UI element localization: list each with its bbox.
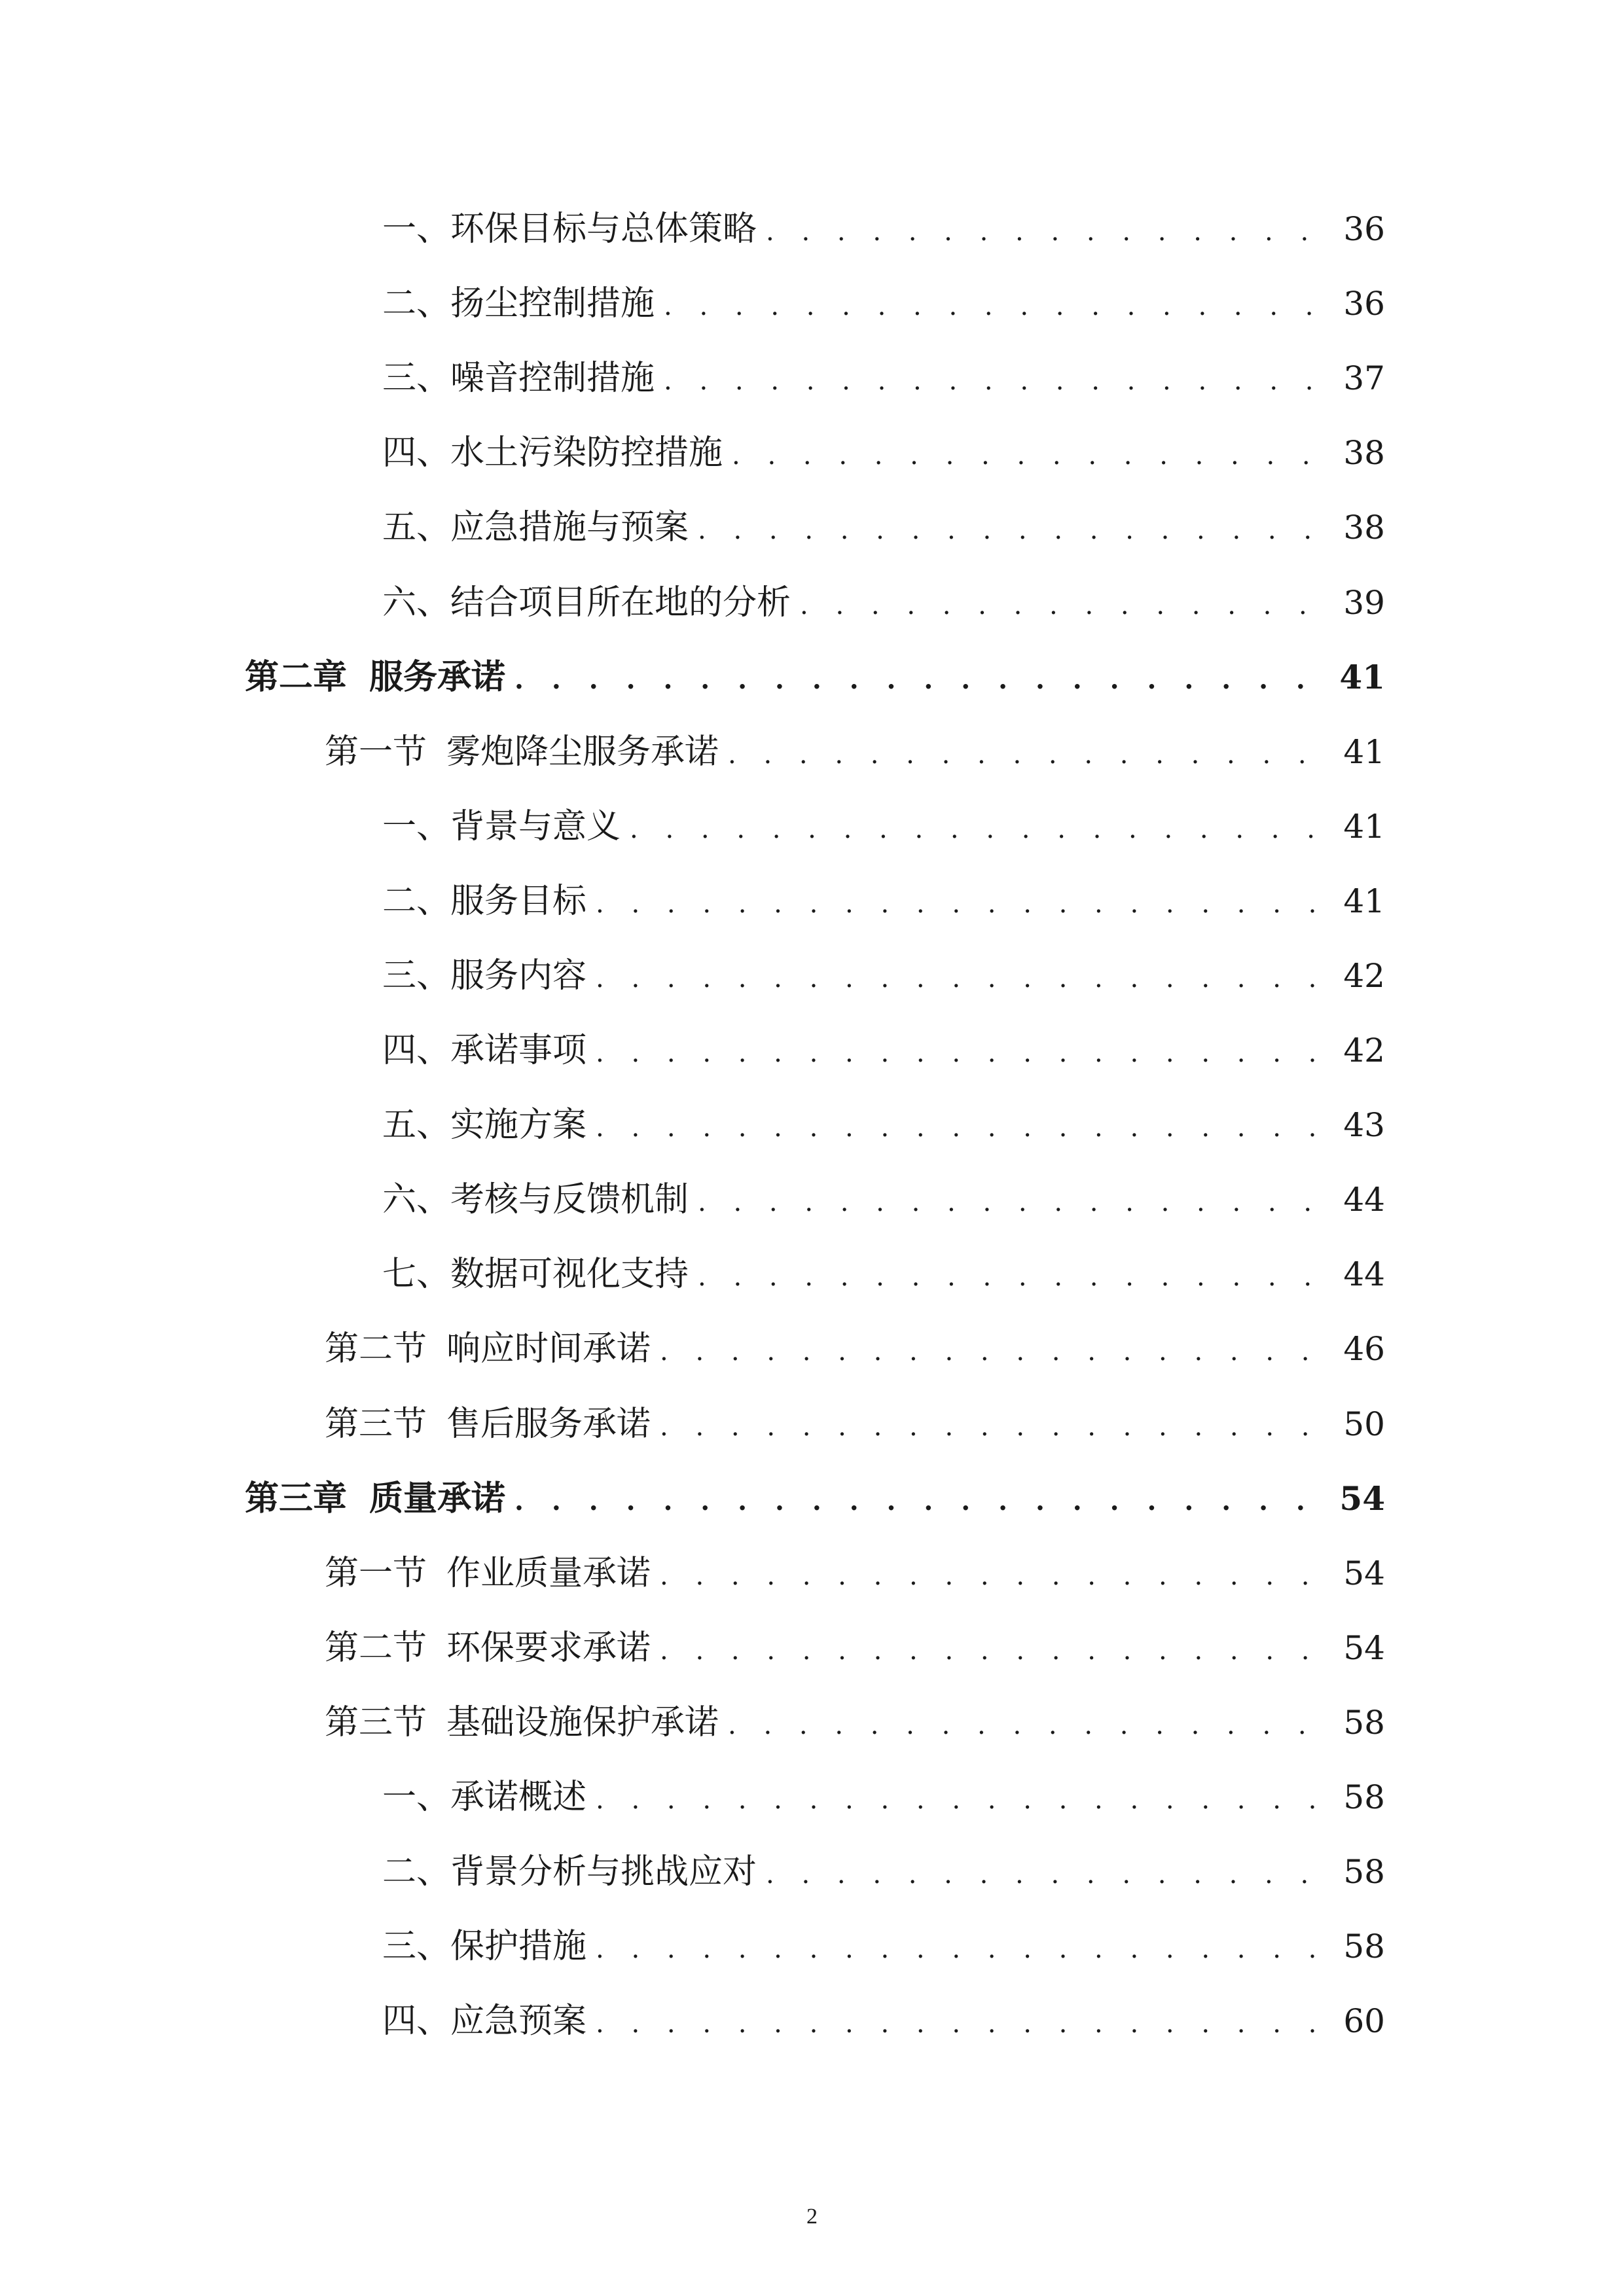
toc-entry[interactable] <box>0 1462 1624 1536</box>
toc-entry-title: 服务目标 <box>450 881 587 921</box>
toc-entry-number: 第三节 <box>325 1404 427 1444</box>
toc-entry-page: 37 <box>1343 359 1385 398</box>
toc-entry-page: 54 <box>1343 1554 1385 1592</box>
toc-entry-number: 四、 <box>382 433 451 473</box>
toc-entry-title: 作业质量承诺 <box>446 1553 651 1593</box>
dot-leader <box>596 1033 1334 1067</box>
toc-entry-page: 60 <box>1343 2002 1385 2041</box>
dot-leader <box>728 1706 1334 1740</box>
toc-entry-title: 环保要求承诺 <box>446 1628 651 1668</box>
toc-entry-title: 噪音控制措施 <box>450 359 655 399</box>
dot-leader <box>664 287 1334 321</box>
toc-entry-page: 41 <box>1343 807 1385 846</box>
toc-entry[interactable] <box>0 1611 1624 1685</box>
toc-entry-number: 一、 <box>382 1778 451 1818</box>
dot-leader <box>698 1183 1334 1217</box>
toc-entry-number: 五、 <box>382 1105 451 1145</box>
toc-entry-page: 54 <box>1339 1479 1385 1518</box>
dot-leader <box>630 810 1334 844</box>
toc-entry-page: 41 <box>1339 657 1385 696</box>
dot-leader <box>728 735 1334 769</box>
toc-entry-title: 保护措施 <box>450 1927 587 1967</box>
toc-entry[interactable] <box>0 490 1624 565</box>
toc-entry-title: 数据可视化支持 <box>450 1255 689 1295</box>
toc-entry[interactable] <box>0 640 1624 715</box>
toc-entry-number: 二、 <box>382 1852 451 1892</box>
toc-entry-title: 背景分析与挑战应对 <box>450 1852 757 1892</box>
toc-entry-title: 实施方案 <box>450 1105 587 1145</box>
dot-leader <box>596 1780 1334 1814</box>
dot-leader <box>660 1332 1334 1366</box>
toc-entry-title: 应急预案 <box>450 2001 587 2041</box>
table-of-contents <box>0 192 1624 2058</box>
toc-entry-page: 58 <box>1343 1928 1385 1966</box>
toc-entry-page: 54 <box>1343 1628 1385 1667</box>
toc-entry[interactable] <box>0 1387 1624 1462</box>
toc-entry[interactable] <box>0 1760 1624 1835</box>
dot-leader <box>596 1929 1334 1964</box>
toc-entry-page: 44 <box>1343 1255 1385 1294</box>
toc-entry[interactable] <box>0 341 1624 416</box>
toc-entry-title: 扬尘控制措施 <box>450 284 655 324</box>
dot-leader <box>766 1855 1334 1889</box>
dot-leader <box>732 436 1334 470</box>
toc-entry-number: 二、 <box>382 284 451 324</box>
dot-leader <box>698 1257 1334 1291</box>
dot-leader <box>698 511 1334 545</box>
toc-entry-title: 售后服务承诺 <box>446 1404 651 1444</box>
dot-leader <box>596 959 1334 993</box>
toc-entry-title: 水土污染防控措施 <box>450 433 723 473</box>
toc-entry-number: 三、 <box>382 1927 451 1967</box>
toc-entry[interactable] <box>0 1536 1624 1611</box>
toc-entry-number: 四、 <box>382 2001 451 2041</box>
toc-entry-number: 三、 <box>382 359 451 399</box>
toc-entry-page: 58 <box>1343 1778 1385 1817</box>
toc-entry[interactable] <box>0 939 1624 1013</box>
toc-entry[interactable] <box>0 1835 1624 1909</box>
toc-entry[interactable] <box>0 416 1624 490</box>
toc-entry-title: 服务承诺 <box>369 656 506 697</box>
toc-entry-number: 三、 <box>382 956 451 996</box>
toc-entry[interactable] <box>0 864 1624 939</box>
toc-entry-page: 39 <box>1343 583 1385 622</box>
toc-entry[interactable] <box>0 1984 1624 2058</box>
toc-entry[interactable] <box>0 1237 1624 1312</box>
dot-leader <box>596 2004 1334 2038</box>
toc-entry-title: 背景与意义 <box>450 806 621 846</box>
toc-entry-number: 第三节 <box>325 1702 427 1742</box>
toc-entry-number: 第二节 <box>325 1329 427 1369</box>
toc-entry-number: 一、 <box>382 806 451 846</box>
dot-leader <box>596 1108 1334 1142</box>
toc-entry[interactable] <box>0 1909 1624 1984</box>
toc-entry-number: 第二节 <box>325 1628 427 1668</box>
toc-entry-title: 承诺概述 <box>450 1778 587 1818</box>
dot-leader <box>800 586 1334 620</box>
toc-entry-title: 承诺事项 <box>450 1031 587 1071</box>
toc-entry-title: 质量承诺 <box>369 1478 506 1518</box>
page-number: 2 <box>806 2204 818 2229</box>
toc-entry-title: 考核与反馈机制 <box>450 1180 689 1220</box>
toc-entry-title: 雾炮降尘服务承诺 <box>446 732 719 772</box>
toc-entry-number: 一、 <box>382 209 451 249</box>
dot-leader <box>514 660 1330 694</box>
toc-entry-number: 七、 <box>382 1255 451 1295</box>
toc-entry[interactable] <box>0 1088 1624 1162</box>
toc-entry[interactable] <box>0 266 1624 341</box>
toc-entry[interactable] <box>0 192 1624 266</box>
toc-entry-page: 42 <box>1343 1031 1385 1070</box>
toc-entry[interactable] <box>0 789 1624 864</box>
dot-leader <box>596 884 1334 918</box>
toc-entry[interactable] <box>0 1685 1624 1760</box>
toc-entry-number: 二、 <box>382 881 451 921</box>
toc-entry-page: 36 <box>1343 285 1385 323</box>
toc-entry[interactable] <box>0 1312 1624 1386</box>
dot-leader <box>660 1556 1334 1590</box>
toc-entry-number: 六、 <box>382 583 451 622</box>
toc-entry-title: 环保目标与总体策略 <box>450 209 757 249</box>
toc-entry[interactable] <box>0 1162 1624 1237</box>
toc-entry-number: 六、 <box>382 1180 451 1220</box>
toc-entry-page: 46 <box>1343 1330 1385 1369</box>
toc-entry-title: 结合项目所在地的分析 <box>450 583 791 622</box>
toc-entry-number: 四、 <box>382 1031 451 1071</box>
dot-leader <box>514 1482 1330 1516</box>
toc-entry-page: 43 <box>1343 1106 1385 1145</box>
toc-entry-page: 41 <box>1343 882 1385 920</box>
toc-entry-page: 42 <box>1343 956 1385 995</box>
dot-leader <box>766 212 1334 246</box>
toc-entry-title: 服务内容 <box>450 956 587 996</box>
toc-entry-page: 38 <box>1343 509 1385 547</box>
dot-leader <box>664 361 1334 395</box>
toc-entry-number: 第一节 <box>325 732 427 772</box>
toc-entry-number: 第三章 <box>245 1478 348 1518</box>
toc-entry-page: 58 <box>1343 1703 1385 1742</box>
dot-leader <box>660 1631 1334 1665</box>
toc-entry-page: 50 <box>1343 1405 1385 1443</box>
toc-entry-number: 第一节 <box>325 1553 427 1593</box>
toc-entry-title: 响应时间承诺 <box>446 1329 651 1369</box>
toc-entry[interactable] <box>0 715 1624 789</box>
toc-entry-page: 41 <box>1343 732 1385 771</box>
toc-entry-page: 36 <box>1343 210 1385 249</box>
toc-entry-number: 第二章 <box>245 656 348 697</box>
toc-entry-title: 应急措施与预案 <box>450 508 689 548</box>
dot-leader <box>660 1407 1334 1441</box>
toc-entry-page: 44 <box>1343 1181 1385 1219</box>
toc-entry-page: 58 <box>1343 1853 1385 1892</box>
toc-entry[interactable] <box>0 565 1624 639</box>
toc-entry-page: 38 <box>1343 434 1385 473</box>
toc-entry-number: 五、 <box>382 508 451 548</box>
toc-entry[interactable] <box>0 1013 1624 1088</box>
toc-entry-title: 基础设施保护承诺 <box>446 1702 719 1742</box>
